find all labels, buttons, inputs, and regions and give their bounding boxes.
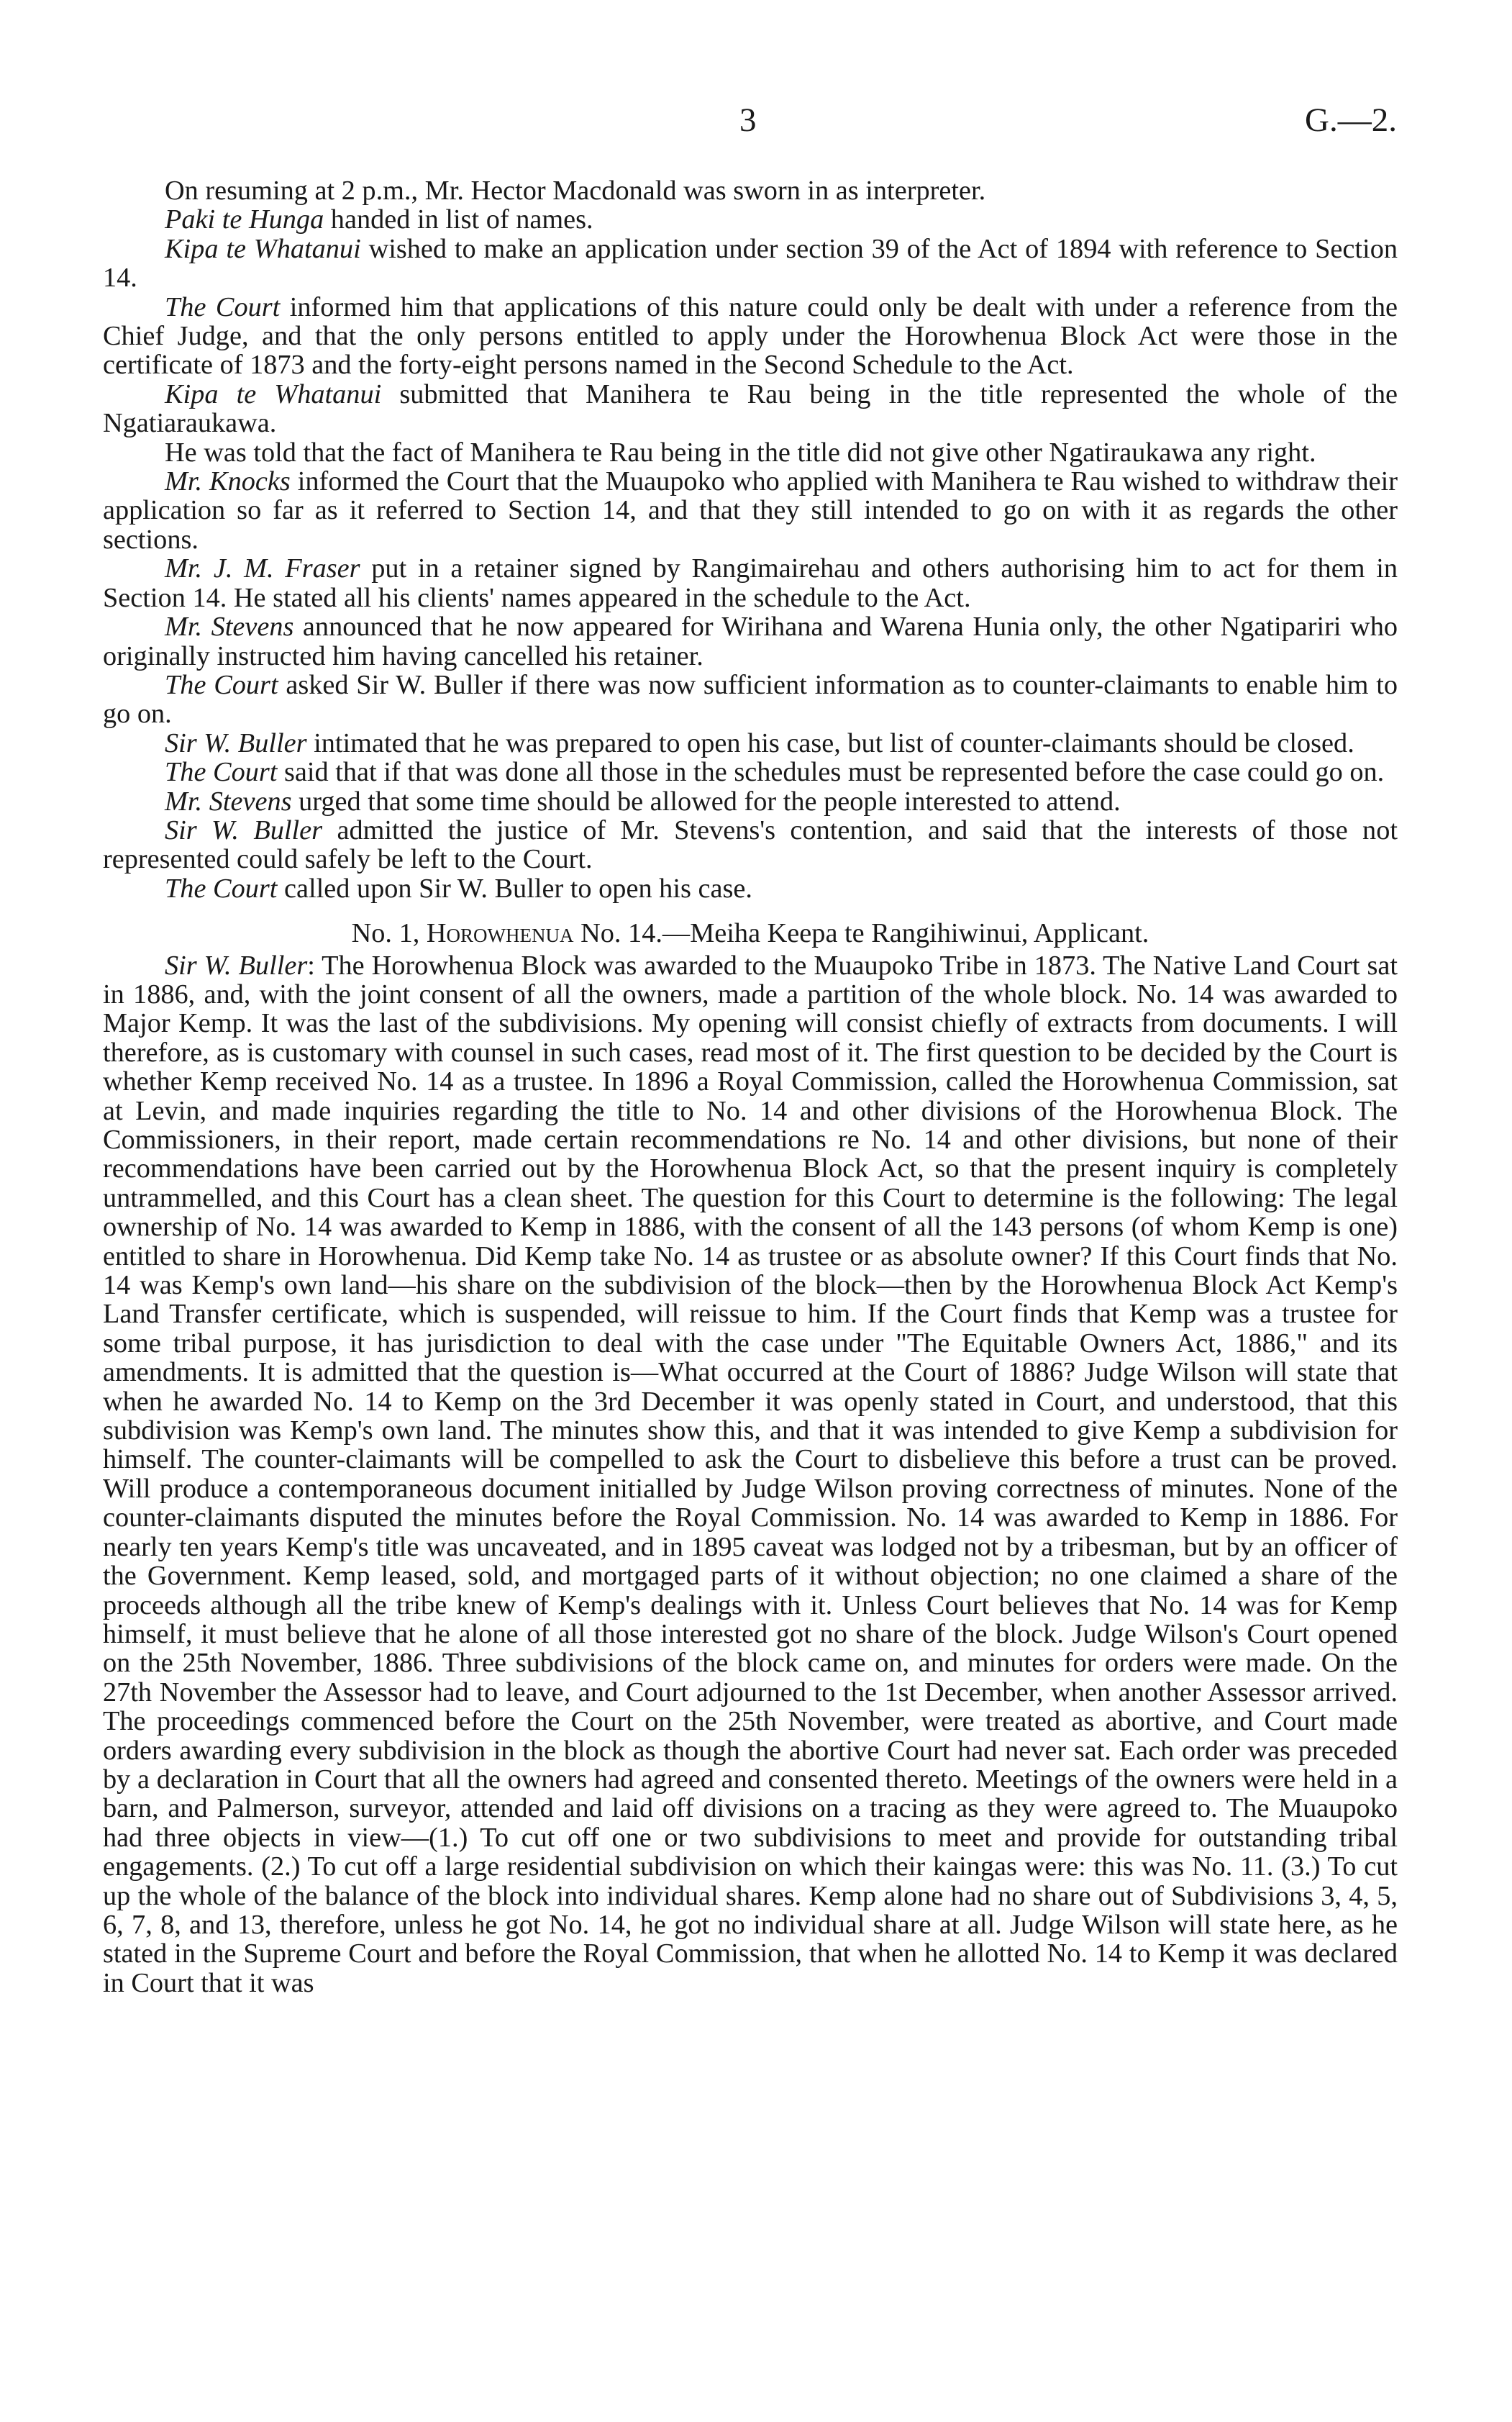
- document-body: [103, 176, 1398, 1997]
- speaker-name: The Court: [165, 757, 278, 788]
- speaker-name: The Court: [165, 669, 278, 700]
- paragraph-6: He was told that the fact of Manihera te Rau being in the title did not give other Ngatiraukawa any right.: [165, 437, 1316, 468]
- paragraph-12: The Court said that if that was done all those in the schedules must be represented before the case could go on.: [165, 757, 1385, 788]
- paragraph-11: Sir W. Buller intimated that he was prepared to open his case, but list of counter-claimants should be closed.: [165, 727, 1354, 758]
- speaker-name: Kipa te Whatanui: [165, 233, 361, 264]
- block-name: Horowhenua: [426, 918, 574, 949]
- speaker-name: Mr. Knocks: [165, 466, 291, 497]
- paragraph-5: Kipa te Whatanui submitted that Manihera te Rau being in the title represented the whole of the Ngatiaraukawa.: [103, 378, 1398, 439]
- speaker-name: Mr. J. M. Fraser: [165, 553, 360, 584]
- document-code: G.—2.: [1305, 101, 1397, 139]
- paragraph-8: Mr. J. M. Fraser put in a retainer signed by Rangimairehau and others authorising him to act for them in Section 14. He stated all his clients' names appeared in the schedule to the Act.: [103, 553, 1398, 613]
- section-heading: No. 1, Horowhenua No. 14.—Meiha Keepa te Rangihiwinui, Applicant.: [351, 918, 1149, 949]
- paragraph-15: The Court called upon Sir W. Buller to open his case.: [165, 873, 752, 904]
- speaker-name: Kipa te Whatanui: [165, 378, 382, 409]
- speaker-name: Mr. Stevens: [165, 612, 294, 643]
- paragraph-3: Kipa te Whatanui wished to make an application under section 39 of the Act of 1894 with reference to Section 14.: [103, 233, 1398, 294]
- speaker-name: The Court: [165, 873, 278, 904]
- paragraph-2: Paki te Hunga handed in list of names.: [165, 204, 593, 235]
- speaker-name: The Court: [165, 291, 281, 322]
- speaker-name: Sir W. Buller: [165, 815, 323, 845]
- page-number: 3: [739, 101, 757, 139]
- opening-statement: Sir W. Buller: The Horowhenua Block was awarded to the Muaupoko Tribe in 1873. The Native Land Court sat in 1886, and, with the joint consent of all the owners, made a partition of the whole block. No. 14 was awarded to Major Kemp. It was the last of the subdivisions. My opening will consist chiefly of extracts from documents. I will therefore, as is customary with counsel in such cases, read most of it. The first question to be decided by the Court is whether Kemp received No. 14 as a trustee. In 1896 a Royal Commission, called the Horowhenua Commission, sat at Levin, and made inquiries regarding the title to No. 14 and other divisions of the Horowhenua Block. The Commissioners, in their report, made certain recommendations re No. 14 and other divisions, but none of their recommendations have been carried out by the Horowhenua Block Act, so that the present inquiry is completely untrammelled, and this Court has a clean sheet. The question for this Court to determine is the following: The legal ownership of No. 14 was awarded to Kemp in 1886, with the consent of all the 143 persons (of whom Kemp is one) entitled to share in Horowhenua. Did Kemp take No. 14 as trustee or as absolute owner? If this Court finds that No. 14 was Kemp's own land—his share on the subdivision of the block—then by the Horowhenua Block Act Kemp's Land Transfer certificate, which is suspended, will reissue to him. If the Court finds that Kemp was a trustee for some tribal purpose, it has jurisdiction to deal with the case under "The Equitable Owners Act, 1886," and its amendments. It is admitted that the question is—What occurred at the Court of 1886? Judge Wilson will state that when he awarded No. 14 to Kemp on the 3rd December it was openly stated in Court, and understood, that this subdivision was Kemp's own land. The minutes show this, and that it was intended to give Kemp a subdivision for himself. The counter-claimants will be compelled to ask the Court to disbelieve this before a trust can be proved. Will produce a contemporaneous document initialled by Judge Wilson proving correctness of minutes. None of the counter-claimants disputed the minutes before the Royal Commission. No. 14 was awarded to Kemp in 1886. For nearly ten years Kemp's title was uncaveated, and in 1895 caveat was lodged not by a tribesman, but by an officer of the Government. Kemp leased, sold, and mortgaged parts of it without objection; no one claimed a share of the proceeds although all the tribe knew of Kemp's dealings with it. Unless Court believes that No. 14 was for Kemp himself, it must believe that he alone of all those interested got no share of the block. Judge Wilson's Court opened on the 25th November, 1886. Three subdivisions of the block came on, and minutes for orders were made. On the 27th November the Assessor had to leave, and Court adjourned to the 1st December, when another Assessor arrived. The proceedings commenced before the Court on the 25th November, were treated as abortive, and Court made orders awarding every subdivision in the block as though the abortive Court had never sat. Each order was preceded by a declaration in Court that all the owners had agreed and consented thereto. Meetings of the owners were held in a barn, and Palmerson, surveyor, attended and laid off divisions on a tracing as they were agreed to. The Muaupoko had three objects in view—(1.) To cut off one or two subdivisions to meet and provide for outstanding tribal engagements. (2.) To cut off a large residential subdivision on which their kaingas were: this was No. 11. (3.) To cut up the whole of the balance of the block into individual shares. Kemp alone had no share out of Subdivisions 3, 4, 5, 6, 7, 8, and 13, therefore, unless he got No. 14, he got no individual share at all. Judge Wilson will state here, as he stated in the Supreme Court and before the Royal Commission, that when he allotted No. 14 to Kemp it was declared in Court that it was: [103, 950, 1398, 1998]
- paragraph-7: Mr. Knocks informed the Court that the Muaupoko who applied with Manihera te Rau wished to withdraw their application so far as it referred to Section 14, and that they still intended to go on with it as regards the other sections.: [103, 466, 1398, 555]
- paragraph-14: Sir W. Buller admitted the justice of Mr. Stevens's contention, and said that the interests of those not represented could safely be left to the Court.: [103, 815, 1398, 875]
- paragraph-10: The Court asked Sir W. Buller if there was now sufficient information as to counter-claimants to enable him to go on.: [103, 669, 1398, 730]
- paragraph-9: Mr. Stevens announced that he now appeared for Wirihana and Warena Hunia only, the other Ngatipariri who originally instructed him having cancelled his retainer.: [103, 612, 1398, 671]
- paragraph-4: The Court informed him that applications of this nature could only be dealt with under a reference from the Chief Judge, and that the only persons entitled to apply under the Horowhenua Block Act were those in the certificate of 1873 and the forty-eight persons named in the Second Schedule to the Act.: [103, 291, 1398, 381]
- speaker-name: Mr. Stevens: [165, 786, 292, 817]
- paragraph-13: Mr. Stevens urged that some time should be allowed for the people interested to attend.: [165, 786, 1121, 817]
- speaker-name: Sir W. Buller: [165, 950, 308, 981]
- speaker-name: Paki te Hunga: [165, 204, 324, 235]
- speaker-name: Sir W. Buller: [165, 727, 307, 758]
- paragraph-1: On resuming at 2 p.m., Mr. Hector Macdonald was sworn in as interpreter.: [165, 176, 986, 206]
